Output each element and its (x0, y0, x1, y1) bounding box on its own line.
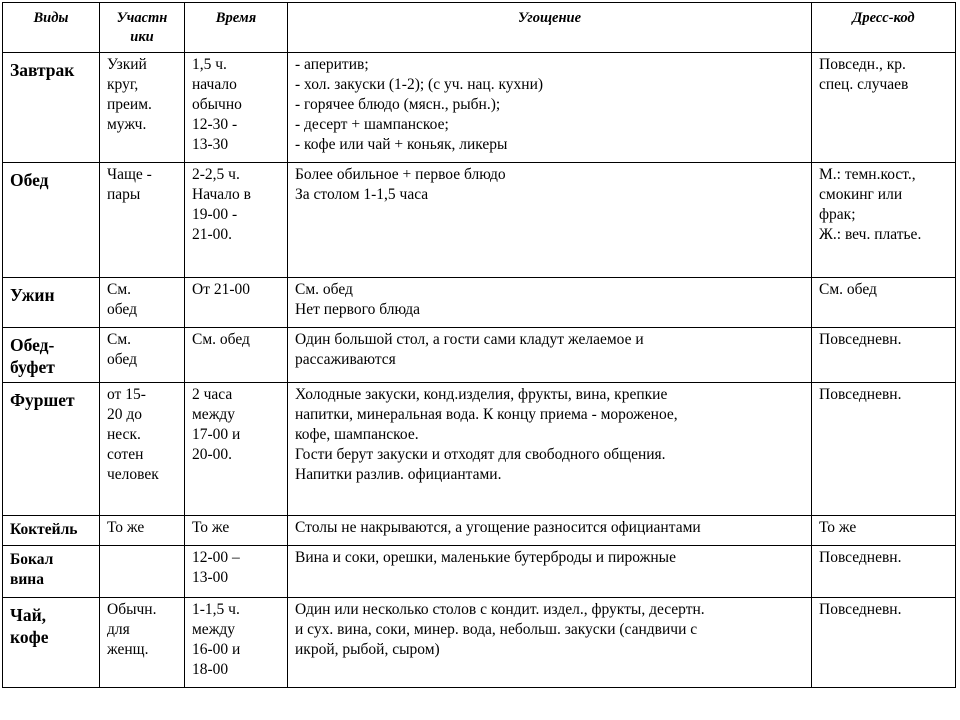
row-dress-code: Повседневн. (812, 328, 956, 383)
row-food: Более обильное + первое блюдо За столом 1-1,5 часа (288, 163, 812, 278)
row-food: Один или несколько столов с кондит. издел., фрукты, десертн. и сух. вина, соки, минер. вода, небольш. закуски (сандвичи с икрой, рыбой, сыром) (288, 598, 812, 688)
row-participants (100, 546, 185, 598)
row-food: Столы не накрываются, а угощение разносится официантами (288, 516, 812, 546)
row-dress-code: Повседневн. (812, 383, 956, 516)
row-food: Вина и соки, орешки, маленькие бутерброды и пирожные (288, 546, 812, 598)
header-dress-code: Дресс-код (812, 3, 956, 53)
row-dress-code: Повседневн. (812, 598, 956, 688)
row-food: Один большой стол, а гости сами кладут желаемое и рассаживаются (288, 328, 812, 383)
table-row (3, 383, 956, 516)
row-dress-code: Повседн., кр. спец. случаев (812, 53, 956, 163)
table-row (3, 163, 956, 278)
row-dress-code: Повседневн. (812, 546, 956, 598)
row-dress-code: М.: темн.кост., смокинг или фрак; Ж.: веч. платье. (812, 163, 956, 278)
header-type: Виды (3, 3, 100, 53)
row-time: См. обед (185, 328, 288, 383)
header-food: Угощение (288, 3, 812, 53)
header-participants: Участн ики (100, 3, 185, 53)
row-time: То же (185, 516, 288, 546)
row-participants: Обычн. для женщ. (100, 598, 185, 688)
row-type: Ужин (3, 278, 100, 328)
header-row (3, 3, 956, 53)
row-participants: То же (100, 516, 185, 546)
row-time: От 21-00 (185, 278, 288, 328)
row-type: Обед- буфет (3, 328, 100, 383)
table-row (3, 598, 956, 688)
table-row (3, 516, 956, 546)
row-dress-code: То же (812, 516, 956, 546)
table-row (3, 328, 956, 383)
row-participants: от 15- 20 до неск. сотен человек (100, 383, 185, 516)
row-participants: Узкий круг, преим. мужч. (100, 53, 185, 163)
reception-types-table (2, 2, 956, 688)
row-time: 12-00 – 13-00 (185, 546, 288, 598)
table-row (3, 278, 956, 328)
row-type: Чай, кофе (3, 598, 100, 688)
row-participants: Чаще - пары (100, 163, 185, 278)
row-time: 1,5 ч. начало обычно 12-30 - 13-30 (185, 53, 288, 163)
row-type: Коктейль (3, 516, 100, 546)
row-food: Холодные закуски, конд.изделия, фрукты, вина, крепкие напитки, минеральная вода. К концу приема - мороженое, кофе, шампанское. Гости берут закуски и отходят для свободного общения. Напитки разлив. официантами. (288, 383, 812, 516)
table-row (3, 53, 956, 163)
row-type: Бокал вина (3, 546, 100, 598)
row-type: Обед (3, 163, 100, 278)
row-food: См. обед Нет первого блюда (288, 278, 812, 328)
row-type: Завтрак (3, 53, 100, 163)
row-dress-code: См. обед (812, 278, 956, 328)
row-time: 1-1,5 ч. между 16-00 и 18-00 (185, 598, 288, 688)
row-type: Фуршет (3, 383, 100, 516)
row-food: - аперитив; - хол. закуски (1-2); (с уч. нац. кухни) - горячее блюдо (мясн., рыбн.); - десерт + шампанское; - кофе или чай + коньяк, ликеры (288, 53, 812, 163)
row-participants: См. обед (100, 328, 185, 383)
header-time: Время (185, 3, 288, 53)
row-time: 2-2,5 ч. Начало в 19-00 - 21-00. (185, 163, 288, 278)
table-row (3, 546, 956, 598)
row-time: 2 часа между 17-00 и 20-00. (185, 383, 288, 516)
row-participants: См. обед (100, 278, 185, 328)
